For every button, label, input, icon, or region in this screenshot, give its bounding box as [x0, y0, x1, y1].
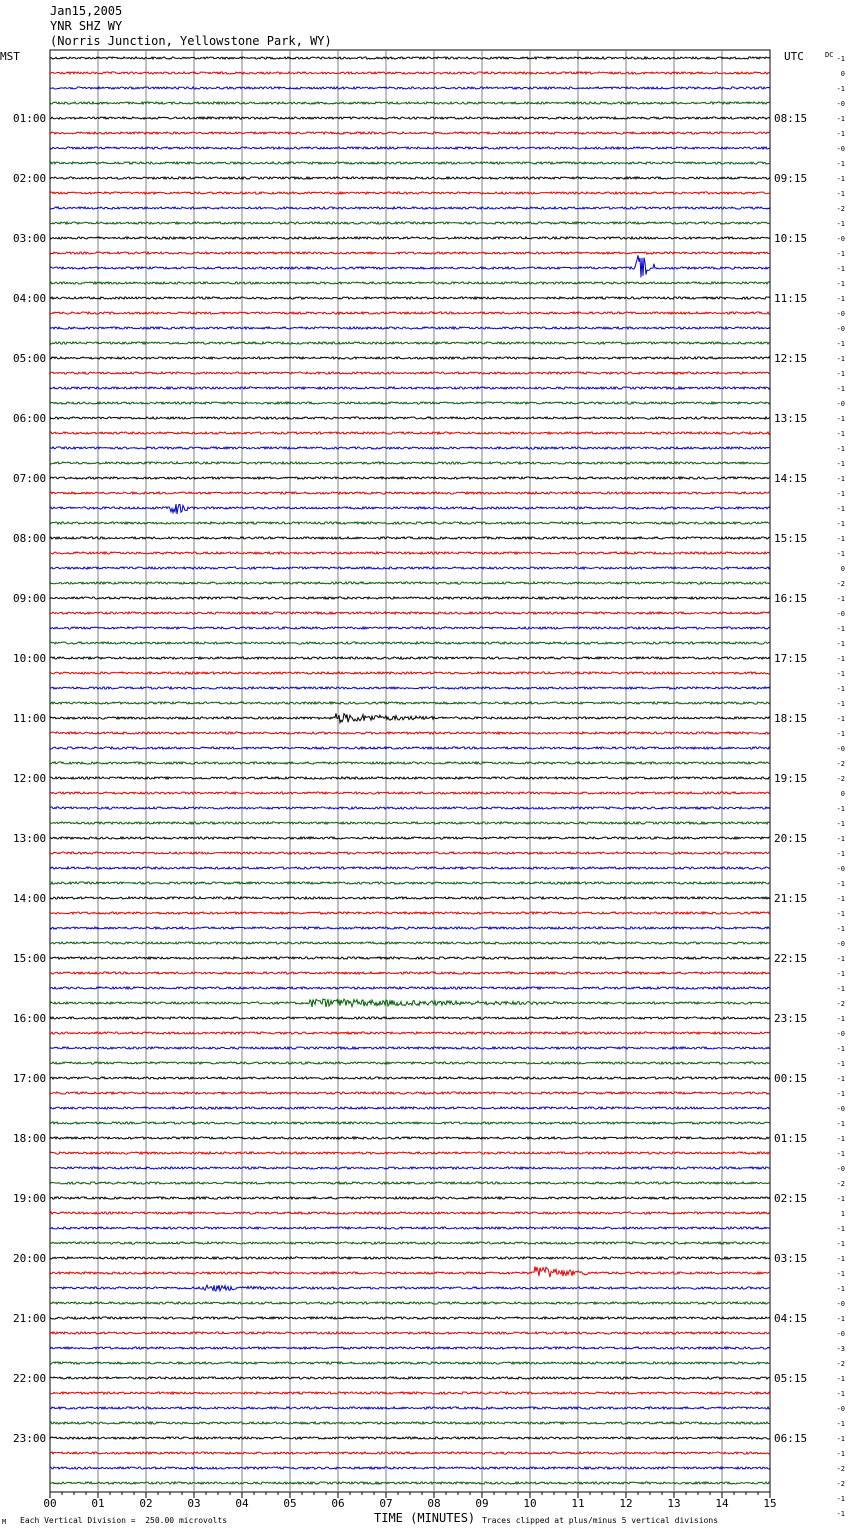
mst-hour-label: 11:00 — [13, 712, 47, 725]
utc-hour-label: 06:15 — [774, 1432, 808, 1445]
utc-hour-label: 01:15 — [774, 1132, 808, 1145]
utc-hour-label: 08:15 — [774, 112, 808, 125]
seismic-trace — [50, 297, 770, 299]
dc-offset-label: -1 — [836, 685, 845, 693]
seismic-trace — [50, 282, 770, 284]
utc-hour-label: 23:15 — [774, 1012, 808, 1025]
seismic-trace — [50, 237, 770, 239]
seismic-trace — [50, 537, 770, 539]
dc-offset-label: -0 — [836, 1405, 845, 1413]
dc-offset-label: -0 — [836, 940, 845, 948]
plot-frame — [50, 50, 770, 1492]
seismic-trace — [50, 702, 770, 704]
seismic-trace — [50, 822, 770, 824]
dc-offset-label: -1 — [836, 505, 845, 513]
dc-offset-label: -1 — [836, 625, 845, 633]
corner-mark: M — [2, 1518, 7, 1526]
dc-offset-label: -1 — [836, 1315, 845, 1323]
dc-offset-label: -1 — [836, 1375, 845, 1383]
seismic-trace — [50, 732, 770, 734]
seismic-trace — [50, 1266, 770, 1277]
seismic-trace — [50, 1167, 770, 1169]
dc-offset-label: -1 — [836, 340, 845, 348]
seismic-trace — [50, 927, 770, 929]
dc-offset-label: -1 — [836, 550, 845, 558]
dc-offset-label: -0 — [836, 610, 845, 618]
seismic-trace — [50, 552, 770, 554]
seismic-trace — [50, 627, 770, 629]
x-tick-label: 00 — [43, 1497, 57, 1510]
dc-offset-label: -0 — [836, 325, 845, 333]
seismic-trace — [50, 1107, 770, 1109]
dc-offset-label: -1 — [836, 460, 845, 468]
dc-offset-label: -1 — [836, 1255, 845, 1263]
dc-offset-label: -1 — [836, 1435, 845, 1443]
dc-offset-label: 0 — [840, 790, 845, 798]
seismic-trace — [50, 1317, 770, 1319]
mst-hour-label: 23:00 — [13, 1432, 47, 1445]
dc-offset-label: 1 — [840, 1210, 845, 1218]
seismic-trace — [50, 1437, 770, 1439]
seismic-trace — [50, 867, 770, 869]
seismic-trace — [50, 1017, 770, 1019]
seismic-trace — [50, 612, 770, 614]
seismic-trace — [50, 777, 770, 779]
utc-hour-label: 13:15 — [774, 412, 808, 425]
utc-hour-label: 22:15 — [774, 952, 808, 965]
mst-hour-label: 20:00 — [13, 1252, 47, 1265]
dc-offset-label: -1 — [836, 925, 845, 933]
seismic-trace — [50, 504, 770, 514]
seismic-trace — [50, 1242, 770, 1244]
seismic-trace — [50, 882, 770, 884]
dc-offset-label: -1 — [836, 730, 845, 738]
seismic-trace — [50, 999, 770, 1007]
dc-offset-label: -0 — [836, 1105, 845, 1113]
x-tick-label: 06 — [331, 1497, 345, 1510]
seismic-trace — [50, 477, 770, 479]
dc-offset-label: -1 — [836, 295, 845, 303]
dc-offset-label: -1 — [836, 1060, 845, 1068]
seismic-trace — [50, 1407, 770, 1409]
dc-label: DC — [825, 51, 834, 59]
dc-offset-label: -1 — [836, 955, 845, 963]
seismic-trace — [50, 387, 770, 389]
dc-offset-label: -1 — [836, 640, 845, 648]
mst-hour-label: 13:00 — [13, 832, 47, 845]
utc-hour-label: 17:15 — [774, 652, 808, 665]
dc-offset-label: -1 — [836, 475, 845, 483]
dc-offset-label: -1 — [836, 130, 845, 138]
dc-offset-label: -1 — [836, 1150, 845, 1158]
utc-hour-label: 04:15 — [774, 1312, 808, 1325]
dc-offset-label: -1 — [836, 1015, 845, 1023]
seismic-trace — [50, 1302, 770, 1304]
dc-offset-label: -0 — [836, 745, 845, 753]
dc-offset-label: -0 — [836, 310, 845, 318]
dc-offset-label: -1 — [836, 1420, 845, 1428]
seismic-trace — [50, 567, 770, 569]
dc-offset-label: -1 — [836, 535, 845, 543]
mst-hour-label: 12:00 — [13, 772, 47, 785]
utc-hour-label: 03:15 — [774, 1252, 808, 1265]
seismic-trace — [50, 1377, 770, 1379]
x-tick-label: 11 — [571, 1497, 585, 1510]
seismic-trace — [50, 492, 770, 494]
seismic-trace — [50, 1122, 770, 1124]
seismic-trace — [50, 1347, 770, 1349]
dc-offset-label: -1 — [836, 160, 845, 168]
utc-hour-label: 02:15 — [774, 1192, 808, 1205]
dc-offset-label: -1 — [836, 1270, 845, 1278]
mst-hour-label: 17:00 — [13, 1072, 47, 1085]
seismic-trace — [50, 897, 770, 899]
seismic-trace — [50, 252, 770, 254]
dc-offset-label: -0 — [836, 1300, 845, 1308]
dc-offset-label: -1 — [836, 1120, 845, 1128]
seismic-trace — [50, 462, 770, 464]
x-tick-label: 10 — [523, 1497, 537, 1510]
x-tick-label: 02 — [139, 1497, 153, 1510]
x-tick-label: 05 — [283, 1497, 297, 1510]
seismic-trace — [50, 1482, 770, 1484]
x-tick-label: 08 — [427, 1497, 441, 1510]
dc-offset-label: -1 — [836, 805, 845, 813]
seismic-trace — [50, 1452, 770, 1454]
dc-offset-label: -1 — [836, 85, 845, 93]
x-tick-label: 03 — [187, 1497, 201, 1510]
utc-hour-label: 10:15 — [774, 232, 808, 245]
dc-offset-label: -1 — [836, 220, 845, 228]
vertical-scale-note: Each Vertical Division = 250.00 microvolts — [20, 1516, 228, 1525]
seismic-trace — [50, 1285, 770, 1291]
mst-hour-label: 06:00 — [13, 412, 47, 425]
mst-hour-label: 02:00 — [13, 172, 47, 185]
dc-offset-label: -1 — [836, 1075, 845, 1083]
x-tick-label: 01 — [91, 1497, 105, 1510]
dc-offset-label: -0 — [836, 100, 845, 108]
dc-offset-label: -1 — [836, 280, 845, 288]
seismic-trace — [50, 972, 770, 974]
seismic-trace — [50, 1257, 770, 1259]
dc-offset-label: -2 — [836, 1360, 845, 1368]
seismic-trace — [50, 357, 770, 359]
clip-note: Traces clipped at plus/minus 5 vertical divisions — [482, 1516, 719, 1525]
x-axis-label: TIME (MINUTES) — [374, 1511, 476, 1525]
utc-hour-label: 00:15 — [774, 1072, 808, 1085]
seismic-trace — [50, 1077, 770, 1079]
dc-offset-label: -0 — [836, 235, 845, 243]
dc-offset-label: -1 — [836, 385, 845, 393]
mst-hour-label: 22:00 — [13, 1372, 47, 1385]
seismic-trace — [50, 1092, 770, 1094]
seismic-trace — [50, 1467, 770, 1469]
dc-offset-label: -1 — [836, 1090, 845, 1098]
dc-offset-label: -2 — [836, 1465, 845, 1473]
seismic-trace — [50, 72, 770, 74]
dc-offset-label: -2 — [836, 775, 845, 783]
dc-offset-label: -1 — [836, 850, 845, 858]
seismic-trace — [50, 642, 770, 644]
dc-offset-label: -1 — [836, 970, 845, 978]
seismic-trace — [50, 372, 770, 374]
mst-hour-label: 05:00 — [13, 352, 47, 365]
seismic-trace — [50, 522, 770, 524]
dc-offset-label: -1 — [836, 415, 845, 423]
seismic-trace — [50, 1227, 770, 1229]
seismic-trace — [50, 792, 770, 794]
x-tick-label: 13 — [667, 1497, 681, 1510]
dc-offset-label: 0 — [840, 70, 845, 78]
dc-offset-label: -1 — [836, 370, 845, 378]
dc-offset-label: -2 — [836, 580, 845, 588]
dc-offset-label: -1 — [836, 190, 845, 198]
mst-hour-label: 10:00 — [13, 652, 47, 665]
mst-hour-label: 08:00 — [13, 532, 47, 545]
utc-hour-label: 19:15 — [774, 772, 808, 785]
seismic-trace — [50, 417, 770, 419]
utc-hour-label: 20:15 — [774, 832, 808, 845]
dc-offset-label: -1 — [836, 1450, 845, 1458]
mst-hour-label: 21:00 — [13, 1312, 47, 1325]
chart-station: YNR SHZ WY — [50, 19, 123, 33]
seismic-trace — [50, 687, 770, 689]
seismic-trace — [50, 342, 770, 344]
chart-location: (Norris Junction, Yellowstone Park, WY) — [50, 34, 332, 48]
x-tick-label: 09 — [475, 1497, 489, 1510]
mst-hour-label: 14:00 — [13, 892, 47, 905]
dc-offset-label: -1 — [836, 1045, 845, 1053]
seismic-trace — [50, 1137, 770, 1139]
x-tick-label: 15 — [763, 1497, 777, 1510]
seismic-trace — [50, 597, 770, 599]
seismic-trace — [50, 177, 770, 179]
dc-offset-label: -1 — [836, 1390, 845, 1398]
x-tick-label: 04 — [235, 1497, 249, 1510]
utc-hour-label: 05:15 — [774, 1372, 808, 1385]
dc-offset-label: -1 — [836, 910, 845, 918]
seismic-trace — [50, 1422, 770, 1424]
seismic-trace — [50, 132, 770, 134]
seismic-trace — [50, 582, 770, 584]
seismic-trace — [50, 713, 770, 722]
dc-offset-label: -1 — [836, 55, 845, 63]
seismic-trace — [50, 852, 770, 854]
seismic-trace — [50, 1212, 770, 1214]
seismic-trace — [50, 837, 770, 839]
dc-offset-label: -1 — [836, 880, 845, 888]
mst-hour-label: 18:00 — [13, 1132, 47, 1145]
seismic-trace — [50, 312, 770, 314]
x-tick-label: 12 — [619, 1497, 633, 1510]
mst-hour-label: 03:00 — [13, 232, 47, 245]
dc-offset-label: -0 — [836, 145, 845, 153]
dc-offset-label: -1 — [836, 1240, 845, 1248]
seismic-trace — [50, 762, 770, 764]
seismic-trace — [50, 255, 770, 277]
dc-offset-label: -0 — [836, 400, 845, 408]
seismic-trace — [50, 327, 770, 329]
dc-offset-label: -1 — [836, 1510, 845, 1518]
seismic-trace — [50, 87, 770, 89]
seismic-trace — [50, 1032, 770, 1034]
mst-hour-label: 01:00 — [13, 112, 47, 125]
dc-offset-label: -0 — [836, 1165, 845, 1173]
seismic-trace — [50, 192, 770, 194]
dc-offset-label: -2 — [836, 1180, 845, 1188]
seismic-trace — [50, 117, 770, 119]
dc-offset-label: -1 — [836, 115, 845, 123]
dc-offset-label: -1 — [836, 595, 845, 603]
dc-offset-label: -1 — [836, 520, 845, 528]
seismic-trace — [50, 747, 770, 749]
seismic-trace — [50, 1062, 770, 1064]
dc-offset-label: -2 — [836, 1480, 845, 1488]
seismic-trace — [50, 1182, 770, 1184]
dc-offset-label: -3 — [836, 1345, 845, 1353]
mst-hour-label: 15:00 — [13, 952, 47, 965]
dc-offset-label: -1 — [836, 715, 845, 723]
mst-hour-label: 07:00 — [13, 472, 47, 485]
seismic-trace — [50, 807, 770, 809]
seismic-trace — [50, 402, 770, 404]
seismic-trace — [50, 207, 770, 209]
chart-date: Jan15,2005 — [50, 4, 123, 18]
seismic-trace — [50, 222, 770, 224]
seismic-trace — [50, 162, 770, 164]
dc-offset-label: -2 — [836, 205, 845, 213]
utc-hour-label: 11:15 — [774, 292, 808, 305]
seismic-trace — [50, 1362, 770, 1364]
dc-offset-label: -2 — [836, 760, 845, 768]
mst-hour-label: 09:00 — [13, 592, 47, 605]
right-axis-label: UTC — [784, 50, 804, 63]
dc-offset-label: -1 — [836, 1195, 845, 1203]
utc-hour-label: 18:15 — [774, 712, 808, 725]
left-axis-label: MST — [0, 50, 20, 63]
utc-hour-label: 12:15 — [774, 352, 808, 365]
seismic-trace — [50, 102, 770, 104]
seismic-trace — [50, 447, 770, 449]
dc-offset-label: -1 — [836, 265, 845, 273]
seismic-trace — [50, 957, 770, 959]
seismic-trace — [50, 657, 770, 659]
dc-offset-label: -1 — [836, 700, 845, 708]
dc-offset-label: -0 — [836, 1030, 845, 1038]
dc-offset-label: -1 — [836, 355, 845, 363]
dc-offset-label: -1 — [836, 250, 845, 258]
x-tick-label: 07 — [379, 1497, 393, 1510]
dc-offset-label: -1 — [836, 655, 845, 663]
seismic-trace — [50, 432, 770, 434]
mst-hour-label: 19:00 — [13, 1192, 47, 1205]
utc-hour-label: 09:15 — [774, 172, 808, 185]
seismic-trace — [50, 1152, 770, 1154]
mst-hour-label: 04:00 — [13, 292, 47, 305]
dc-offset-label: 0 — [840, 565, 845, 573]
dc-offset-label: -1 — [836, 1495, 845, 1503]
utc-hour-label: 16:15 — [774, 592, 808, 605]
seismic-trace — [50, 1197, 770, 1199]
dc-offset-label: -1 — [836, 430, 845, 438]
dc-offset-label: -0 — [836, 1330, 845, 1338]
dc-offset-label: -2 — [836, 1000, 845, 1008]
mst-hour-label: 16:00 — [13, 1012, 47, 1025]
dc-offset-label: -1 — [836, 175, 845, 183]
seismic-trace — [50, 987, 770, 989]
utc-hour-label: 15:15 — [774, 532, 808, 545]
seismic-trace — [50, 912, 770, 914]
dc-offset-label: -1 — [836, 985, 845, 993]
dc-offset-label: -1 — [836, 445, 845, 453]
seismic-trace — [50, 1392, 770, 1394]
seismic-trace — [50, 942, 770, 944]
dc-offset-label: -1 — [836, 670, 845, 678]
x-tick-label: 14 — [715, 1497, 729, 1510]
utc-hour-label: 21:15 — [774, 892, 808, 905]
seismic-trace — [50, 147, 770, 149]
seismic-trace — [50, 57, 770, 59]
seismic-trace — [50, 672, 770, 674]
dc-offset-label: -1 — [836, 820, 845, 828]
dc-offset-label: -1 — [836, 895, 845, 903]
dc-offset-label: -1 — [836, 1135, 845, 1143]
dc-offset-label: -1 — [836, 1285, 845, 1293]
dc-offset-label: -0 — [836, 865, 845, 873]
dc-offset-label: -1 — [836, 1225, 845, 1233]
utc-hour-label: 14:15 — [774, 472, 808, 485]
seismic-trace — [50, 1047, 770, 1049]
dc-offset-label: -1 — [836, 835, 845, 843]
seismic-trace — [50, 1332, 770, 1334]
dc-offset-label: -1 — [836, 490, 845, 498]
